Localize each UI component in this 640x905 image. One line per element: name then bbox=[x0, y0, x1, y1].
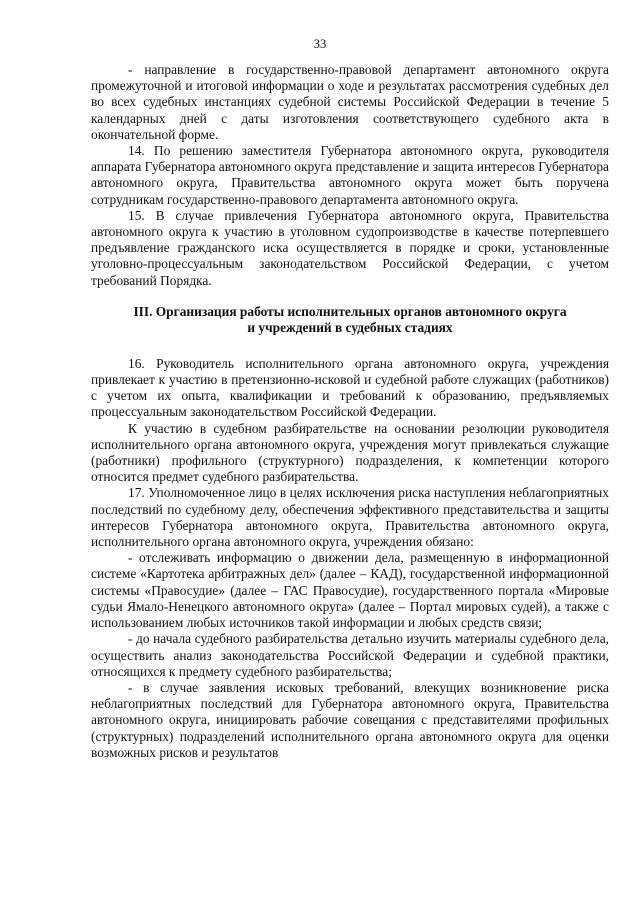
section-heading bbox=[91, 304, 609, 336]
document-body bbox=[91, 62, 609, 761]
paragraph-directive-submission: - направление в государственно-правовой департамент автономного округа промежуточной и итоговой информации о ходе и результатах рассмотрения судебных дел во всех судебных инстанциях судебной системы Российской Федерации в течение 5 календарных дней с даты изготовления соответствующего судебного акта в окончательной форме. bbox=[91, 62, 609, 142]
paragraph-item-14: 14. По решению заместителя Губернатора автономного округа, руководителя аппарата Губернатора автономного округа представление и защита интересов Губернатора автономного округа, Правительства автономного округа может быть поручена сотрудникам государственно-правового департамента автономного округа. bbox=[91, 143, 609, 207]
paragraph-participation: К участию в судебном разбирательстве на основании резолюции руководителя исполнительного органа автономного округа, учреждения могут привлекаться служащие (работники) профильного (структурного) подразделения, к компетенции которого относится предмет судебного разбирательства. bbox=[91, 420, 609, 485]
list-item-risk-meetings: - в случае заявления исковых требований, влекущих возникновение риска неблагоприятных последствий для Губернатора автономного округа, Правительства автономного округа, инициировать рабочие совещания с представителями профильных (структурных) подразделений исполнительного органа автономного округа для оценки возможных рисков и результатов bbox=[91, 679, 609, 760]
paragraph-item-17: 17. Уполномоченное лицо в целях исключения риска наступления неблагоприятных последствий по судебному делу, обеспечения эффективного представительства и защиты интересов Губернатора автономного округа, Правительства автономного округа, исполнительного органа автономного округа, учреждения обязано: bbox=[91, 485, 609, 550]
list-item-study-materials: - до начала судебного разбирательства детально изучить материалы судебного дела, осуществить анализ законодательства Российской Федерации и судебной практики, относящихся к предмету судебного разбирательства; bbox=[91, 631, 609, 679]
list-item-monitoring: - отслеживать информацию о движении дела, размещенную в информационной системе «Картотека арбитражных дел» (далее – КАД), государственной информационной системы «Правосудие» (далее – ГАС Правосудие), государственного портала «Мировые судьи Ямало-Ненецкого автономного округа» (далее – Портал мировых судей), а также с использованием любых источников такой информации и любых средств связи; bbox=[91, 550, 609, 631]
paragraph-item-16: 16. Руководитель исполнительного органа автономного округа, учреждения привлекает к участию в претензионно-исковой и судебной работе служащих (работников) с учетом их опыта, квалификации и требований к образованию, предъявляемых процессуальным законодательством Российской Федерации. bbox=[91, 355, 609, 420]
page-number: 33 bbox=[313, 37, 327, 51]
section-heading-line-1: III. Организация работы исполнительных органов автономного округа bbox=[133, 303, 567, 319]
section-heading-line-2: и учреждений в судебных стадиях bbox=[247, 319, 453, 335]
paragraph-item-15: 15. В случае привлечения Губернатора автономного округа, Правительства автономного округа к участию в уголовном судопроизводстве в качестве потерпевшего предъявление гражданского иска осуществляется в порядке и сроки, установленные уголовно-процессуальным законодательством Российской Федерации, с учетом требований Порядка. bbox=[91, 207, 609, 288]
